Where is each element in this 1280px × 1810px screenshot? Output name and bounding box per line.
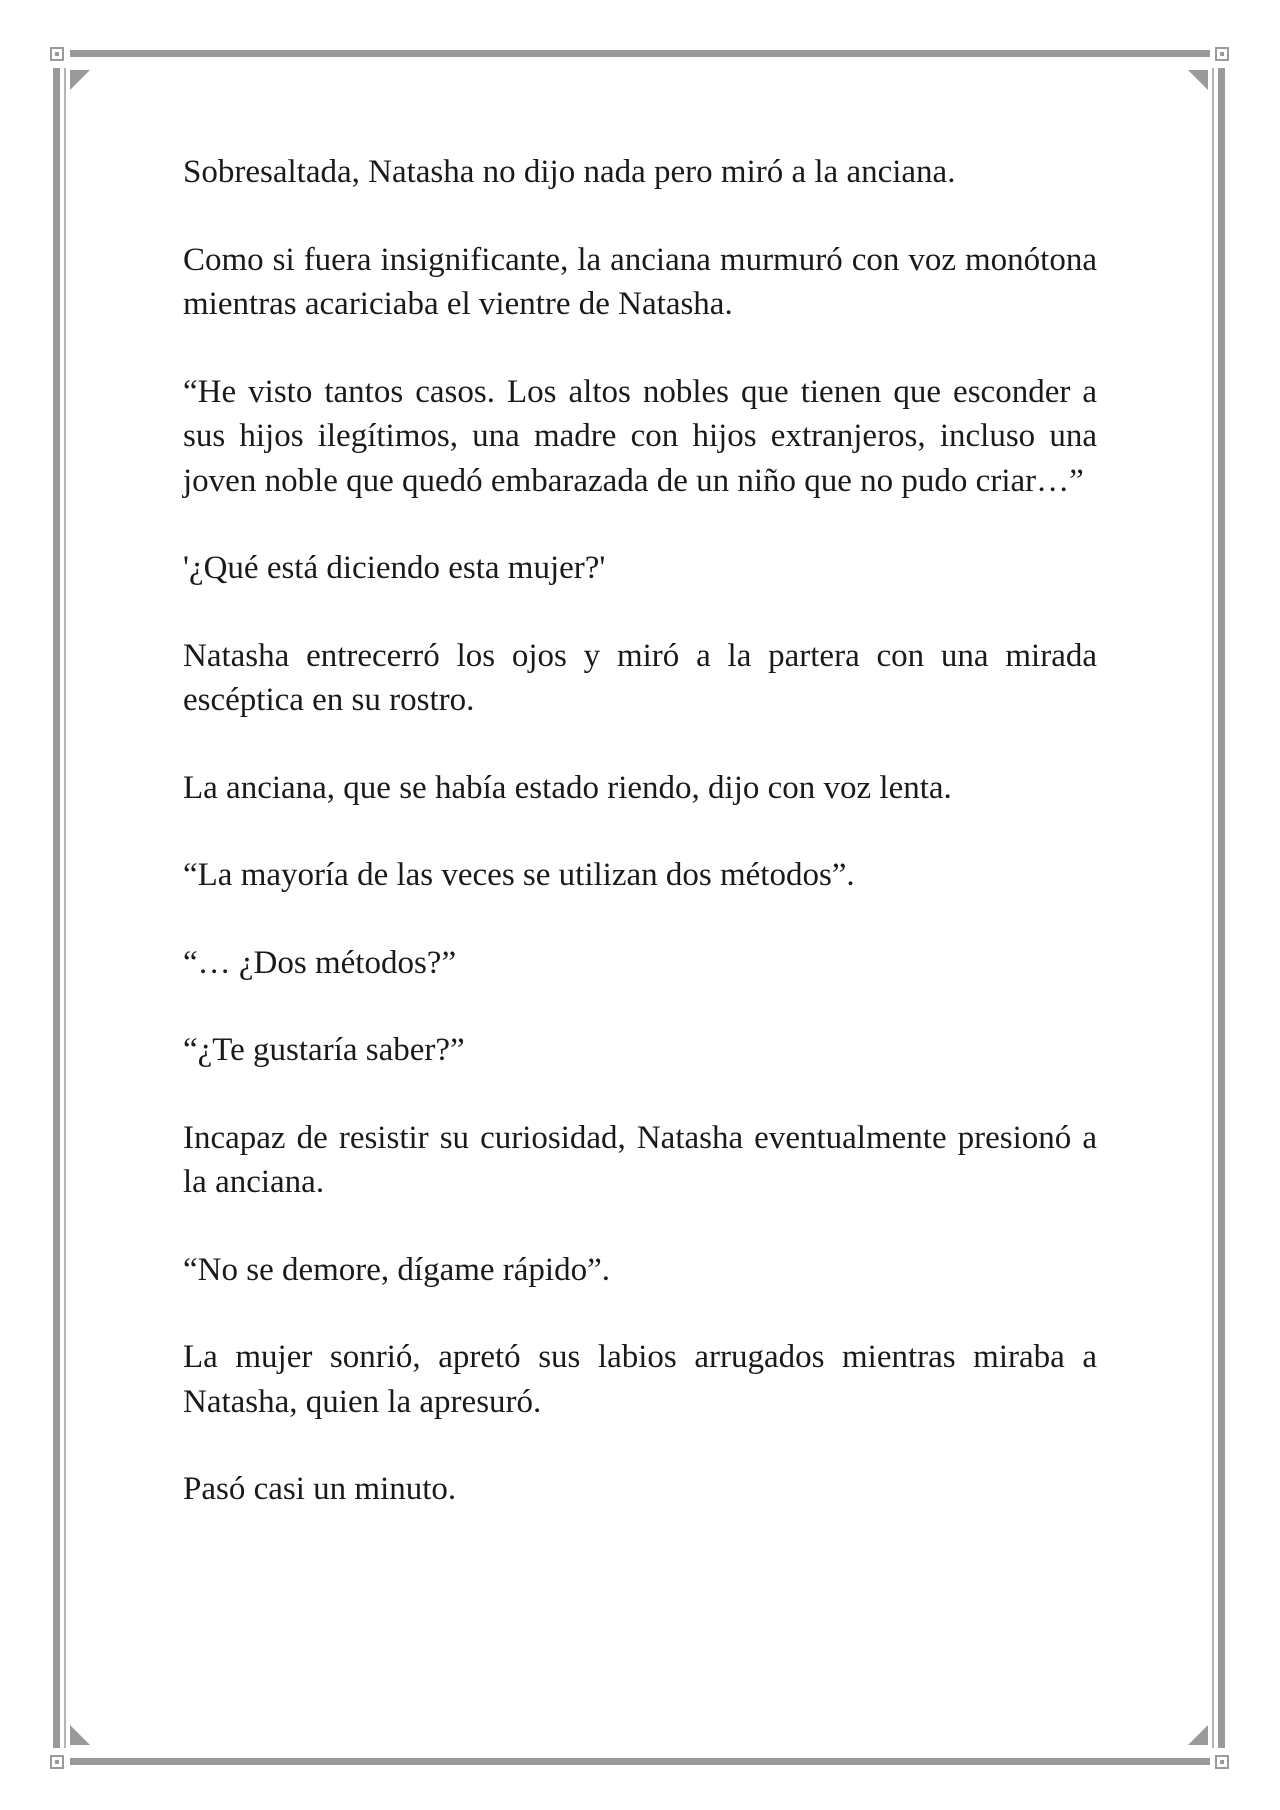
frame-bottom-border <box>70 1758 1210 1765</box>
paragraph: La mujer sonrió, apretó sus labios arrugados mientras miraba a Natasha, quien la apresuró. <box>183 1339 1097 1420</box>
frame-corner-top-left <box>50 47 64 61</box>
paragraph: “No se demore, dígame rápido”. <box>183 1251 611 1288</box>
paragraph: Sobresaltada, Natasha no dijo nada pero miró a la anciana. <box>183 154 956 190</box>
corner-triangle-top-right-icon <box>1188 70 1208 90</box>
frame-corner-bottom-right <box>1215 1755 1229 1769</box>
corner-triangle-bottom-left-icon <box>70 1725 90 1745</box>
paragraph: “La mayoría de las veces se utilizan dos métodos”. <box>183 857 855 893</box>
frame-right-border <box>1218 68 1225 1748</box>
frame-corner-top-right <box>1215 47 1229 61</box>
frame-right-inner-line <box>1212 68 1214 1748</box>
page-body <box>183 150 1097 1555</box>
frame-top-border <box>70 50 1210 57</box>
frame-left-inner-line <box>64 68 66 1748</box>
paragraph: La anciana, que se había estado riendo, dijo con voz lenta. <box>183 769 952 806</box>
corner-triangle-top-left-icon <box>70 70 90 90</box>
frame-corner-bottom-left <box>50 1755 64 1769</box>
paragraph: '¿Qué está diciendo esta mujer?' <box>183 550 606 586</box>
paragraph: Incapaz de resistir su curiosidad, Natasha eventualmente presionó a la anciana. <box>183 1119 1097 1200</box>
corner-triangle-bottom-right-icon <box>1188 1725 1208 1745</box>
paragraph: “He visto tantos casos. Los altos nobles que tienen que esconder a sus hijos ilegítimos, una madre con hijos extranjeros, incluso una joven noble que quedó embarazada de un niño que no pudo criar…” <box>183 373 1097 499</box>
paragraph: Como si fuera insignificante, la anciana murmuró con voz monótona mientras acariciaba el vientre de Natasha. <box>183 241 1097 322</box>
paragraph: Pasó casi un minuto. <box>183 1471 457 1507</box>
paragraph: “¿Te gustaría saber?” <box>183 1032 465 1068</box>
frame-left-border <box>53 68 60 1748</box>
paragraph: “… ¿Dos métodos?” <box>183 944 457 981</box>
paragraph: Natasha entrecerró los ojos y miró a la partera con una mirada escéptica en su rostro. <box>183 637 1097 718</box>
